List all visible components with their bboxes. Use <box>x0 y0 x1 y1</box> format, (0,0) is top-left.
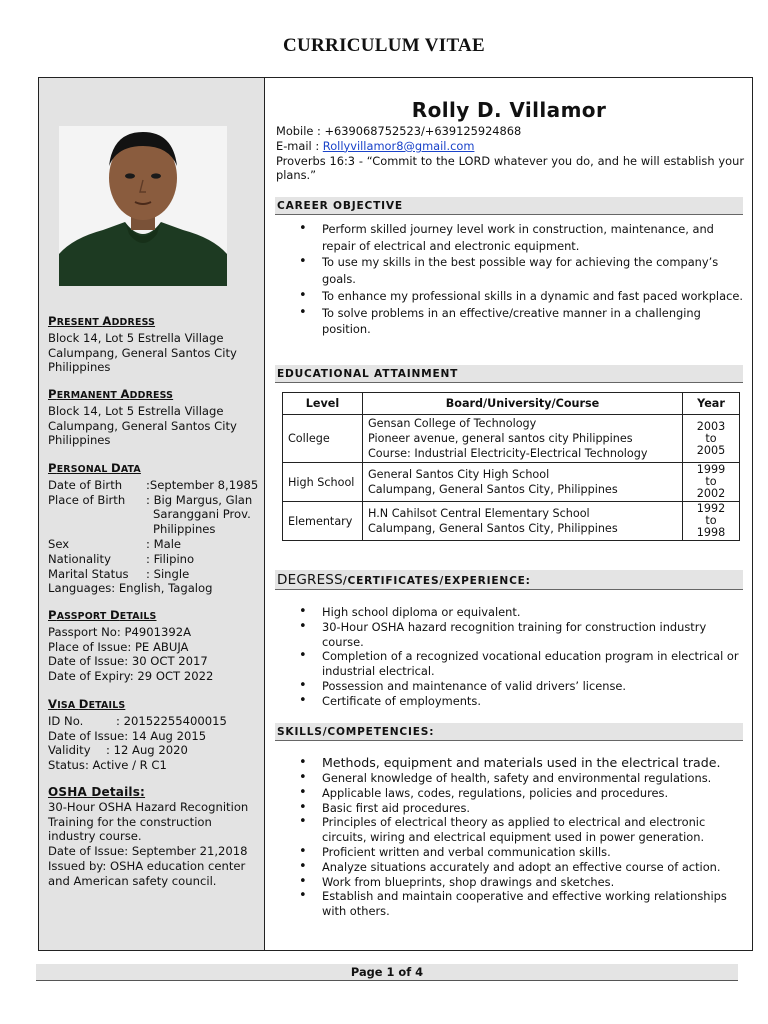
present-address-line: Philippines <box>48 360 111 375</box>
year-cell: 1999 to 2002 <box>683 463 740 502</box>
osha-heading: OSHA Details: <box>48 785 146 799</box>
column-header: Board/University/Course <box>363 393 683 415</box>
column-header: Year <box>683 393 740 415</box>
osha-line: Training for the construction <box>48 814 212 829</box>
sex-row: Sex : Male <box>48 536 182 551</box>
skills-list <box>296 755 746 919</box>
present-address-line: Block 14, Lot 5 Estrella Village <box>48 330 224 345</box>
present-address-line: Calumpang, General Santos City <box>48 345 237 360</box>
contact-block <box>276 124 744 183</box>
list-item: • Possession and maintenance of valid drivers’ license. <box>296 679 746 694</box>
verse-line: Proverbs 16:3 - “Commit to the LORD whatever you do, and he will establish your plans.” <box>276 153 744 183</box>
osha-line: Date of Issue: September 21,2018 <box>48 844 248 859</box>
dob-row: Date of Birth :September 8,1985 <box>48 477 259 492</box>
passport-line: Passport No: P4901392A <box>48 624 192 639</box>
pob-row: Place of Birth : Big Margus, Glan <box>48 492 253 507</box>
school-cell: Gensan College of Technology Pioneer avenue, general santos city Philippines Course: Industrial Electricity-Electrical Technology <box>363 415 683 463</box>
list-item: • 30-Hour OSHA hazard recognition training for construction industry course. <box>296 620 746 650</box>
page-number: Page 1 of 4 <box>36 964 738 981</box>
list-item: • To solve problems in an effective/creative manner in a challenging position. <box>296 305 746 338</box>
email-link[interactable]: Rollyvillamor8@gmail.com <box>322 138 475 153</box>
passport-line: Date of Issue: 30 OCT 2017 <box>48 654 208 669</box>
list-item: • To use my skills in the best possible way for achieving the company’s goals. <box>296 254 746 287</box>
permanent-address-line: Philippines <box>48 433 111 448</box>
table-header-row <box>283 393 740 415</box>
career-objective-heading: CAREER OBJECTIVE <box>275 197 743 215</box>
osha-line: Issued by: OSHA education center <box>48 858 246 873</box>
list-item: • To enhance my professional skills in a dynamic and fast paced workplace. <box>296 288 746 305</box>
education-table <box>282 392 740 541</box>
email-line: E-mail : Rollyvillamor8@gmail.com <box>276 138 475 153</box>
document-title: CURRICULUM VITAE <box>282 35 486 56</box>
visa-status-line: Status: Active / R C1 <box>48 758 167 773</box>
list-item: • General knowledge of health, safety and environmental regulations. <box>296 771 746 786</box>
pob-line: Saranggani Prov. <box>153 507 251 522</box>
list-item: • Certificate of employments. <box>296 694 746 709</box>
list-item: • Analyze situations accurately and adopt an effective course of action. <box>296 860 746 875</box>
list-item: • Basic first aid procedures. <box>296 801 746 816</box>
mobile-line: Mobile : +639068752523/+639125924868 <box>276 124 522 138</box>
visa-validity-row: Validity : 12 Aug 2020 <box>48 743 188 758</box>
marital-status-row: Marital Status : Single <box>48 566 190 581</box>
list-item: • Work from blueprints, shop drawings and sketches. <box>296 875 746 890</box>
level-cell: High School <box>283 463 363 502</box>
year-cell: 2003 to 2005 <box>683 415 740 463</box>
sidebar <box>39 78 265 950</box>
personal-data-heading: PERSONAL DATA <box>48 461 141 475</box>
osha-section <box>48 785 262 889</box>
education-heading: EDUCATIONAL ATTAINMENT <box>275 365 743 383</box>
present-address-section <box>48 314 262 375</box>
list-item: • Perform skilled journey level work in construction, maintenance, and repair of electrical and electronic equipment. <box>296 221 746 254</box>
column-header: Level <box>283 393 363 415</box>
languages-line: Languages: English, Tagalog <box>48 581 213 596</box>
permanent-address-line: Block 14, Lot 5 Estrella Village <box>48 403 224 418</box>
osha-line: industry course. <box>48 829 142 844</box>
school-cell: General Santos City High School Calumpang, General Santos City, Philippines <box>363 463 683 502</box>
list-item: • Proficient written and verbal communication skills. <box>296 845 746 860</box>
career-objective-list <box>296 221 746 338</box>
pob-line: Philippines <box>153 522 216 537</box>
passport-line: Place of Issue: PE ABUJA <box>48 639 189 654</box>
list-item: • Applicable laws, codes, regulations, policies and procedures. <box>296 786 746 801</box>
passport-line: Date of Expiry: 29 OCT 2022 <box>48 669 214 684</box>
main-content <box>266 78 752 950</box>
personal-data-section <box>48 461 262 596</box>
osha-line: and American safety council. <box>48 873 217 888</box>
visa-heading: VISA DETAILS <box>48 697 126 711</box>
cv-frame <box>38 77 753 951</box>
list-item: • High school diploma or equivalent. <box>296 605 746 620</box>
school-cell: H.N Cahilsot Central Elementary School Calumpang, General Santos City, Philippines <box>363 502 683 541</box>
profile-photo <box>59 126 227 286</box>
nationality-row: Nationality : Filipino <box>48 551 195 566</box>
visa-section <box>48 697 262 773</box>
table-row <box>283 415 740 463</box>
list-item: • Methods, equipment and materials used in the electrical trade. <box>296 755 746 771</box>
level-cell: Elementary <box>283 502 363 541</box>
degrees-list <box>296 605 746 709</box>
present-address-heading: PRESENT ADDRESS <box>48 314 156 328</box>
skills-heading: SKILLS/COMPETENCIES: <box>275 723 743 741</box>
list-item: • Principles of electrical theory as applied to electrical and electronic circuits, wiring and electrical equipment used in power generation. <box>296 815 746 845</box>
permanent-address-line: Calumpang, General Santos City <box>48 418 237 433</box>
level-cell: College <box>283 415 363 463</box>
table-row <box>283 502 740 541</box>
year-cell: 1992 to 1998 <box>683 502 740 541</box>
passport-section <box>48 608 262 684</box>
candidate-name: Rolly D. Villamor <box>411 98 607 122</box>
visa-issue-line: Date of Issue: 14 Aug 2015 <box>48 728 207 743</box>
visa-id-row: ID No. : 20152255400015 <box>48 713 227 728</box>
permanent-address-heading: PERMANENT ADDRESS <box>48 387 174 401</box>
passport-heading: PASSPORT DETAILS <box>48 608 157 622</box>
degrees-heading: DEGRESS/CERTIFICATES/EXPERIENCE: <box>275 570 743 590</box>
osha-line: 30-Hour OSHA Hazard Recognition <box>48 799 249 814</box>
table-row <box>283 463 740 502</box>
profile-photo-image <box>59 126 227 286</box>
permanent-address-section <box>48 387 262 448</box>
list-item: • Completion of a recognized vocational education program in electrical or industrial electrical. <box>296 649 746 679</box>
list-item: • Establish and maintain cooperative and effective working relationships with others. <box>296 889 746 919</box>
